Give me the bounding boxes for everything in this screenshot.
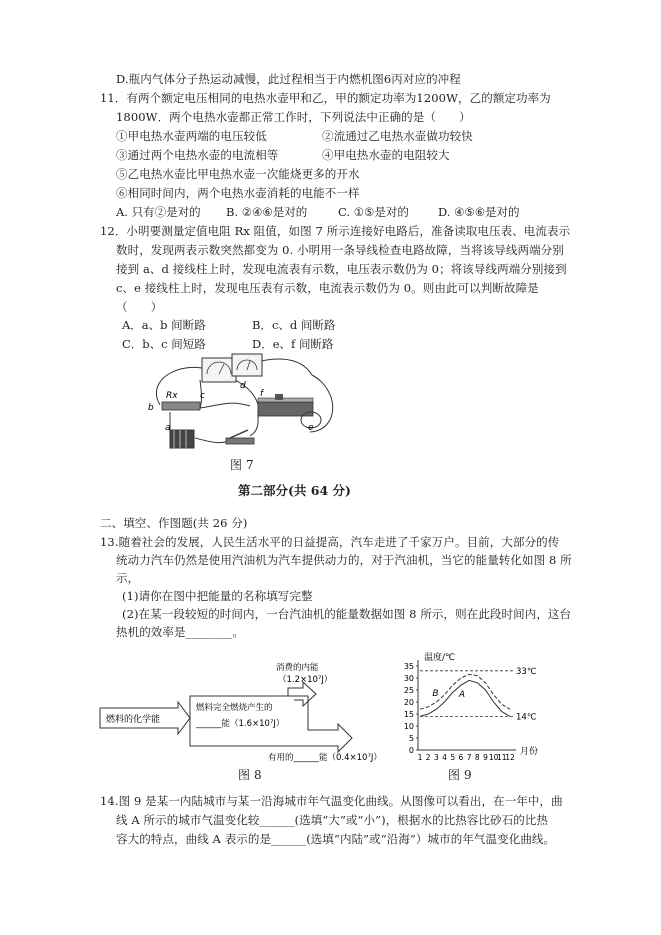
q14-stem-line1: 14.图 9 是某一内陆城市与某一沿海城市年气温变化曲线。从图像可以看出，在一年中，曲 [100, 794, 563, 808]
q10-option-d: D.瓶内气体分子热运动减慢，此过程相当于内燃机图6丙对应的冲程 [116, 72, 461, 86]
label-c: c [200, 391, 205, 401]
x-tick-label: 11 [497, 753, 507, 762]
label-e: e [308, 423, 314, 433]
q13-sub-3: 热机的效率是________。 [116, 625, 244, 639]
y-tick-label: 20 [403, 698, 414, 707]
y-tick-label: 5 [408, 734, 414, 743]
resistor-rx [162, 391, 200, 410]
label-consumed-value: （1.2×10⁷J） [278, 675, 333, 685]
label-consumed: 消费的内能 [276, 663, 319, 673]
q11-stem-line1: 11．有两个额定电压相同的电热水壶甲和乙，甲的额定功率为1200W，乙的额定功率为 [100, 91, 551, 105]
label-full-burn-energy: ______能（1.6×10⁷J） [196, 719, 285, 729]
switch [226, 430, 254, 444]
battery [170, 430, 194, 448]
label-full-burn: 燃料完全燃烧产生的 [196, 703, 273, 713]
q14-stem-line2: 线 A 所示的城市气温变化较______(选填“大”或“小”)，根据水的比热容比砂石的比热 [116, 813, 549, 827]
figure-9-caption: 图 9 [448, 768, 472, 782]
x-tick-label: 9 [483, 753, 488, 762]
label-a: a [165, 423, 171, 433]
x-tick-label: 6 [458, 753, 464, 762]
x-tick-label: 4 [442, 753, 447, 762]
q12-stem-line1: 12．小明要测量定值电阻 Rx 阻值，如图 7 所示连接好电路后，准备读取电压表、电流表示 [100, 224, 571, 238]
voltmeter [202, 358, 236, 382]
q13-stem-line3: 示， [116, 571, 140, 585]
q11-statement-5: ⑤乙电热水壶比甲电热水壶一次能烧更多的开水 [116, 167, 360, 181]
part-2-title: 第二部分(共 64 分) [238, 483, 351, 498]
q11-option-c: C. ①⑤是对的 [338, 205, 409, 219]
x-tick-label: 3 [433, 753, 439, 762]
q12-stem-line4: c、e 接线柱上时，发现电压表有示数，电流表示数仍为 0。则由此可以判断故障是 [116, 281, 539, 295]
label-b: b [148, 403, 154, 413]
q12-option-d: D．e、f 间断路 [252, 337, 334, 351]
q13-sub-2: (2)在某一段较短的时间内，一台汽油机的能量数据如图 8 所示，则在此段时间内，这台 [122, 607, 572, 621]
x-tick-label: 8 [474, 753, 480, 762]
ammeter [232, 354, 262, 376]
q11-option-b: B. ②④⑥是对的 [226, 205, 308, 219]
chart-xlabel: 月份 [520, 747, 539, 757]
q12-stem-line5: （ ） [116, 300, 163, 314]
y-tick-label: 35 [403, 662, 414, 671]
q11-statement-2: ②流通过乙电热水壶做功较快 [322, 129, 473, 143]
label-fuel-chemical: 燃料的化学能 [106, 715, 161, 725]
x-tick-label: 1 [417, 753, 423, 762]
q11-statement-1: ①甲电热水壶两端的电压较低 [116, 129, 267, 143]
q11-option-a: A. 只有②是对的 [116, 205, 201, 219]
series-a-label: A [458, 690, 466, 701]
y-tick-label: 15 [403, 710, 414, 719]
q13-stem-line1: 13.随着社会的发展，人民生活水平的日益提高，汽车走进了千家万户。目前，大部分的传 [100, 535, 560, 549]
figure-8-caption: 图 8 [238, 768, 262, 782]
y-tick-label: 25 [403, 686, 414, 695]
label-f: f [260, 389, 264, 399]
x-tick-label: 10 [488, 753, 499, 762]
label-d: d [240, 381, 246, 391]
q13-sub-1: (1)请你在图中把能量的名称填写完整 [122, 589, 313, 603]
x-tick-label: 5 [450, 753, 456, 762]
label-33c: 33℃ [516, 666, 537, 677]
label-useful: 有用的______能（0.4×10⁷J） [268, 753, 382, 763]
x-tick-label: 7 [466, 753, 472, 762]
section-2-title: 二、填空、作图题(共 26 分) [100, 516, 248, 530]
figure-7-caption: 图 7 [230, 458, 254, 472]
y-tick-label: 0 [408, 746, 414, 755]
figure-8-energy-flow [98, 658, 398, 766]
q12-stem-line3: 接到 a、d 接线柱上时，发现电流表有示数，电压表示数仍为 0；将该导线两端分别接到 [116, 262, 567, 276]
q11-statement-6: ⑥相同时间内，两个电热水壶消耗的电能不一样 [116, 186, 360, 200]
y-tick-label: 10 [403, 722, 414, 731]
q12-option-b: B．c、d 间断路 [252, 318, 336, 332]
x-tick-label: 2 [425, 753, 431, 762]
label-14c: 14℃ [516, 712, 537, 723]
q12-stem-line2: 数时，发现两表示数突然都变为 0. 小明用一条导线检查电路故障，当将该导线两端分别 [116, 243, 564, 257]
q12-option-a: A．a、b 间断路 [122, 318, 206, 332]
q11-stem-line2: 1800W．两个电热水壶都正常工作时，下列说法中正确的是（ ） [116, 110, 471, 124]
chart-ylabel: 温度/℃ [424, 653, 456, 663]
q11-option-d: D. ④⑤⑥是对的 [438, 205, 520, 219]
q12-option-c: C．b、c 间短路 [122, 337, 206, 351]
label-rx: Rx [166, 391, 178, 401]
figure-9-chart [398, 650, 563, 770]
figure-7-circuit [140, 350, 350, 460]
q13-stem-line2: 统动力汽车仍然是使用汽油机为汽车提供动力的，对于汽油机，当它的能量转化如图 8 所 [116, 553, 572, 567]
q11-statement-4: ④甲电热水壶的电阻较大 [322, 148, 450, 162]
y-tick-label: 30 [403, 674, 414, 683]
q11-statement-3: ③通过两个电热水壶的电流相等 [116, 148, 279, 162]
series-b-label: B [432, 689, 439, 699]
q14-stem-line3: 容大的特点，曲线 A 表示的是______(选填“内陆”或“沿海”）城市的年气温变化曲线。 [116, 832, 556, 846]
x-tick-label: 12 [505, 753, 515, 762]
